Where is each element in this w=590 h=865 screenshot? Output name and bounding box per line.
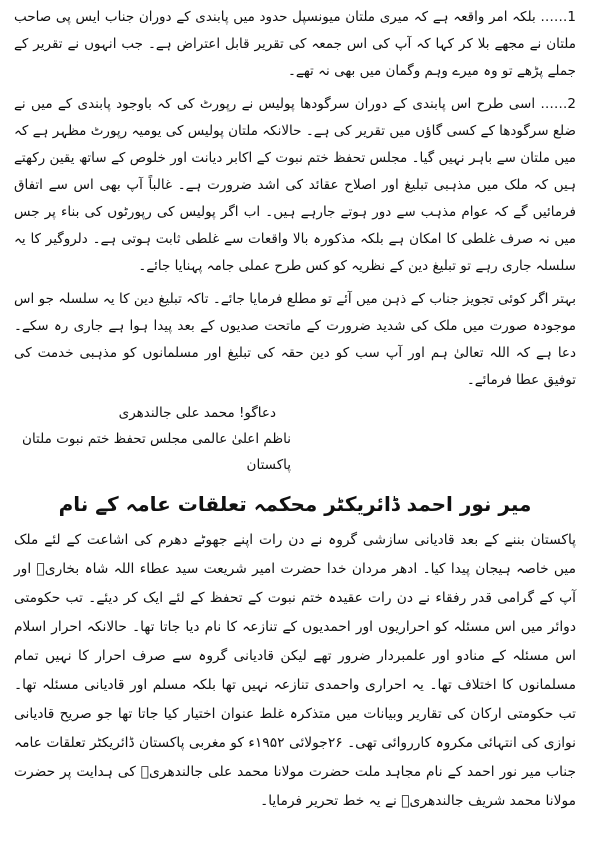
- paragraph-2: 2…… اسی طرح اس پابندی کے دوران سرگودھا پولیس نے رپورٹ کی کہ باوجود پابندی کے میں نے ضلع سرگودھا کے کسی گاؤں میں تقریر کی ہے۔ حالانکہ ملتان پولیس کی یومیہ رپورٹ مظہر ہے کہ میں ملتان سے باہر نہیں گیا۔ مجلس تحفظ ختم نبوت کے اکابر دیانت اور خلوص کے ساتھ یقین رکھتے ہیں کہ ملک میں مذہبی تبلیغ اور اصلاح عقائد کی اشد ضرورت ہے۔ غالباً آپ بھی اس سے اتفاق فرمائیں گے کہ عوام مذہب سے دور ہوتے جارہے ہیں۔ اب اگر پولیس کی رپورٹوں کی بناء پر جس میں نہ صرف غلطی کا امکان ہے بلکہ مذکورہ بالا واقعات سے غلطی ثابت ہوتی ہے۔ دلروگیر کا یہ سلسلہ جاری رہے تو تبلیغ دین کے نظریہ کو کس طرح عملی جامہ پہنایا جائے۔: [14, 96, 576, 274]
- section-2-paragraph: پاکستان بننے کے بعد قادیانی سازشی گروہ نے دن رات اپنے جھوٹے دھرم کی اشاعت کے لئے ملک میں خاصہ ہیجان پیدا کیا۔ ادھر مردان خدا حضرت امیر شریعت سید عطاء اللہ شاہ بخاریؒ اور آپ کے گرامی قدر رفقاء نے دن رات عقیدہ ختم نبوت کے تحفظ کے لئے ایک کر دیئے۔ تب حکومتی دوائر میں اس مسئلہ کو احراریوں اور احمدیوں کے تنازعہ کا نام دیا جاتا تھا۔ حالانکہ احرار اسلام اس مسئلہ کے منادو اور علمبردار ضرور تھے لیکن قادیانی گروہ سے صرف احرار کا نہیں تمام مسلمانوں کا اختلاف تھا۔ یہ احراری واحمدی تنازعہ نہیں تھا بلکہ مسلم اور قادیانی مسئلہ تھا۔ تب حکومتی ارکان کی تقاریر وبیانات میں متذکرہ غلط عنوان اختیار کیا جاتا تھا جو صریح قادیانی نوازی کی انتہائی مکروہ کارروائی تھی۔ ۲۶جولائی ۱۹۵۲ء کو مغربی پاکستان ڈائریکٹر تعلقات عامہ جناب میر نور احمد کے نام مجاہد ملت حضرت مولانا محمد علی جالندھریؒ کی ہدایت پر حضرت مولانا محمد شریف جالندھریؒ نے یہ خط تحریر فرمایا۔: [14, 532, 577, 809]
- section-2-body: [14, 526, 576, 816]
- paragraph-3: بہتر اگر کوئی تجویز جناب کے ذہن میں آئے تو مطلع فرمایا جائے۔ تاکہ تبلیغ دین کا یہ سلسلہ جو اس موجودہ صورت میں ملک کی شدید ضرورت کے ماتحت صدیوں کے بعد پیدا ہوا ہے جاری رہ سکے۔ دعا ہے کہ اللہ تعالیٰ ہم اور آپ سب کو دین حقہ کی تبلیغ اور مسلمانوں کو مذہبی خدمت کی توفیق عطا فرمائے۔: [14, 291, 576, 388]
- paragraph-1: 1…… بلکہ امر واقعہ ہے کہ میری ملتان میونسپل حدود میں پابندی کے دوران جناب ایس پی صاحب ملتان نے مجھے بلا کر کہا کہ آپ کی اس جمعہ کی تقریر قابل اعتراض ہے۔ جب انہوں نے تقریر کے جملے پڑھے تو وہ میرے وہم وگمان میں بھی نہ تھے۔: [14, 9, 576, 79]
- section-heading: میر نور احمد ڈائریکٹر محکمہ تعلقات عامہ کے نام: [58, 492, 532, 516]
- signature-title: ناظم اعلیٰ عالمی مجلس تحفظ ختم نبوت ملتان پاکستان: [22, 431, 291, 473]
- signature-name: دعاگو! محمد علی جالندھری: [118, 405, 276, 421]
